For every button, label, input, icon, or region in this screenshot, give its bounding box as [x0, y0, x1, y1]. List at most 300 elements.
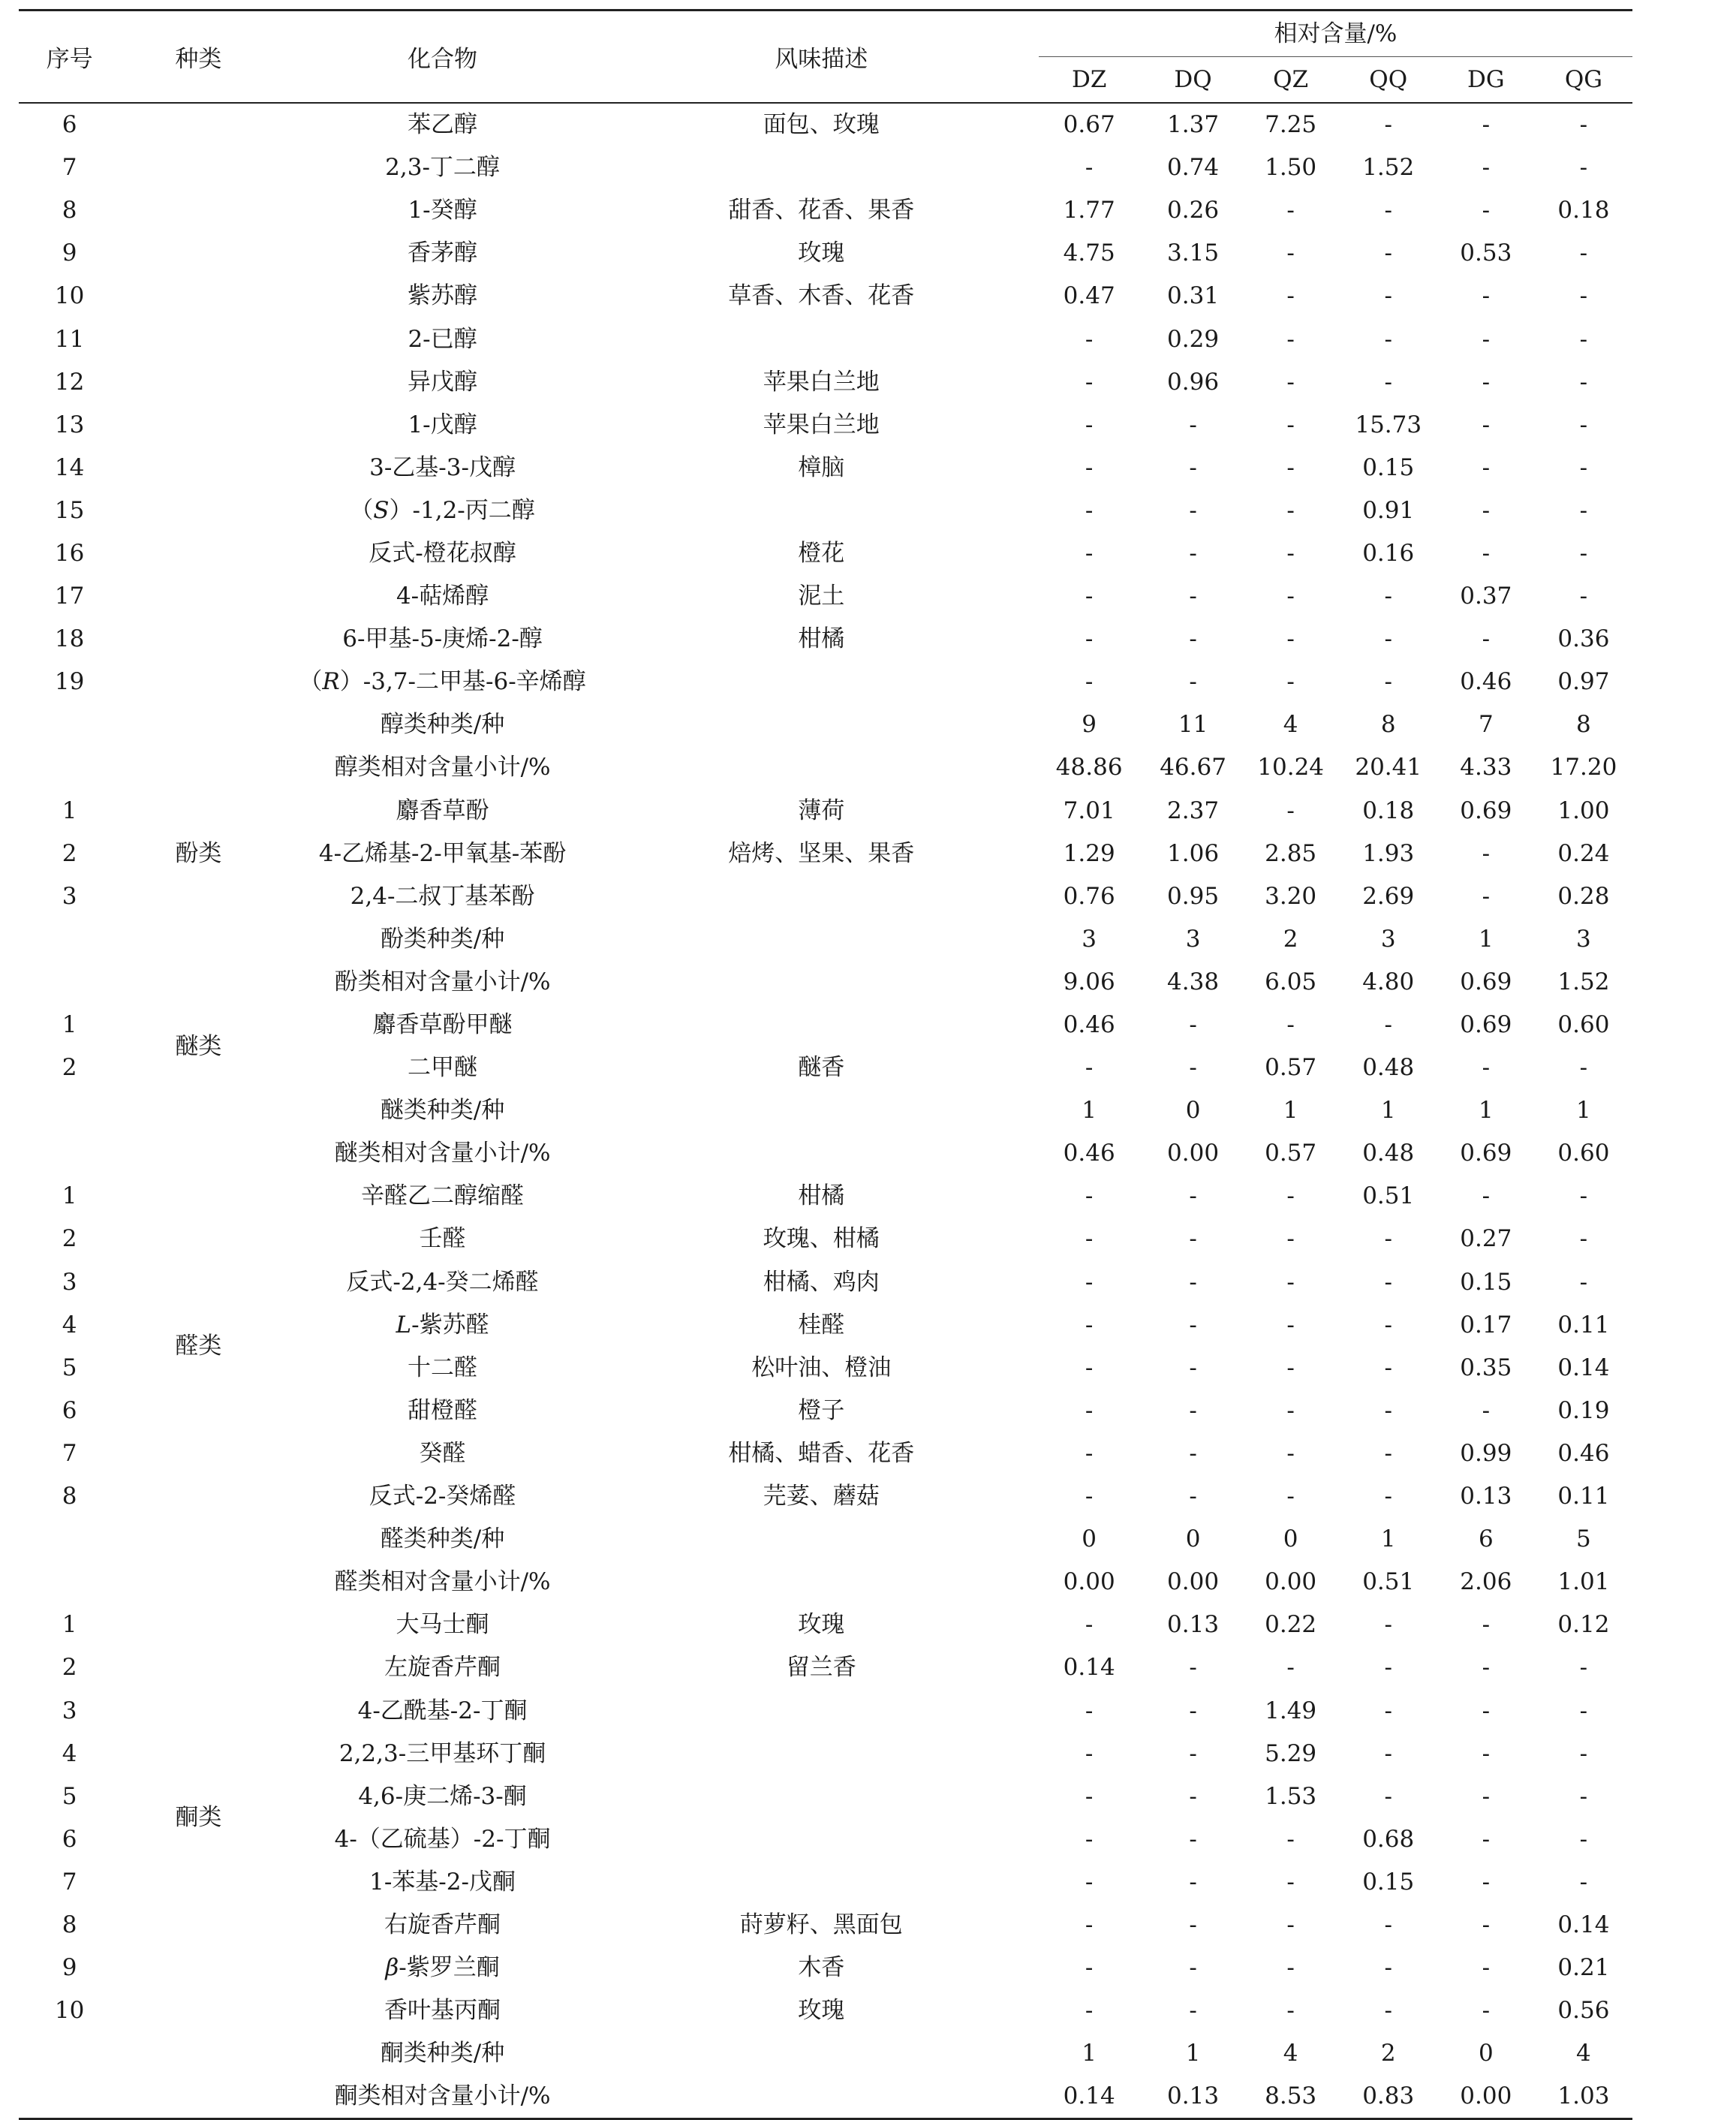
row-value-qz: 4 — [1283, 2040, 1298, 2067]
row-value-dz: 0.46 — [1063, 1011, 1115, 1039]
row-compound: 紫苏醇 — [408, 282, 478, 310]
row-value-dq: - — [1189, 668, 1197, 696]
row-value-dg: - — [1482, 411, 1491, 438]
row-value-qz: - — [1286, 1654, 1295, 1682]
row-value-qz: - — [1286, 668, 1295, 696]
header-sample-qz: QZ — [1242, 57, 1340, 103]
table-row — [19, 1175, 1632, 1218]
row-value-dz: - — [1085, 1997, 1094, 2025]
row-value-dq: - — [1189, 1782, 1197, 1810]
header-category: 种类 — [120, 11, 276, 104]
header-sample-qq: QQ — [1340, 57, 1437, 103]
row-value-dq: - — [1189, 496, 1197, 524]
row-value-dg: - — [1482, 1697, 1491, 1724]
row-compound: 酮类相对含量小计/% — [276, 2075, 608, 2119]
row-seq: 1 — [62, 1182, 77, 1210]
row-value-dz: - — [1085, 1311, 1094, 1339]
row-value-qg: - — [1579, 1654, 1588, 1682]
row-value-dg: - — [1482, 1182, 1491, 1210]
row-flavor — [609, 2032, 1034, 2075]
row-value-dg: - — [1482, 197, 1491, 224]
row-seq — [19, 2032, 120, 2075]
row-value-qz: - — [1286, 325, 1295, 353]
row-value-dg: - — [1482, 368, 1491, 396]
row-value-qg: 1.03 — [1535, 2075, 1632, 2119]
row-value-dq: - — [1189, 1954, 1197, 1982]
row-value-dz: - — [1085, 1782, 1094, 1810]
row-value-dq: 0.96 — [1167, 368, 1220, 396]
row-value-dq: 0.00 — [1167, 1140, 1220, 1167]
row-value-dg: 0.69 — [1460, 1011, 1512, 1039]
row-value-dq: 0.13 — [1167, 1611, 1220, 1639]
row-value-dg: - — [1482, 882, 1491, 910]
row-category-empty — [120, 1089, 276, 1132]
row-value-qg: 0.46 — [1557, 1439, 1610, 1467]
table-row — [19, 1604, 1632, 1646]
row-compound: 4-萜烯醇 — [396, 583, 489, 610]
row-value-dz: - — [1085, 1354, 1094, 1381]
row-value-qq: 15.73 — [1355, 411, 1422, 438]
row-seq: 7 — [62, 1868, 77, 1896]
row-flavor: 莳萝籽、黑面包 — [739, 1911, 903, 1938]
row-value-dg: 0.69 — [1460, 1140, 1512, 1167]
row-flavor — [609, 703, 1034, 746]
row-value-qg: 0.18 — [1557, 197, 1610, 224]
row-flavor: 柑橘、蜡香、花香 — [728, 1439, 915, 1467]
row-value-dq: - — [1189, 1739, 1197, 1767]
row-compound — [276, 1304, 608, 1347]
row-flavor — [609, 318, 1034, 360]
row-value-qq: - — [1384, 325, 1392, 353]
table-row — [19, 2075, 1632, 2119]
row-value-qz: 6.05 — [1265, 968, 1317, 995]
row-flavor: 芫荽、蘑菇 — [763, 1483, 880, 1510]
row-value-dz: 48.86 — [1055, 754, 1123, 781]
row-value-dq: - — [1189, 453, 1197, 481]
row-value-qz: 7.25 — [1265, 111, 1317, 139]
row-value-qg: 3 — [1576, 925, 1591, 953]
row-compound: 4,6-庚二烯-3-酮 — [358, 1782, 527, 1810]
row-value-dg: - — [1482, 325, 1491, 353]
row-compound: 2,2,3-三甲基环丁酮 — [338, 1739, 546, 1767]
row-value-dz: - — [1085, 1268, 1094, 1296]
row-value-dz: 0.76 — [1063, 882, 1115, 910]
row-value-dg: 4.33 — [1460, 754, 1512, 781]
row-value-dz: 0.46 — [1063, 1140, 1115, 1167]
row-value-dg: 1 — [1478, 1097, 1494, 1125]
row-value-qq: 0.51 — [1362, 1568, 1415, 1596]
row-value-dq: 0 — [1185, 1525, 1201, 1553]
row-value-qz: - — [1286, 1439, 1295, 1467]
row-value-qz: - — [1286, 197, 1295, 224]
row-flavor: 留兰香 — [786, 1654, 856, 1682]
row-seq: 5 — [62, 1782, 77, 1810]
row-seq — [19, 1132, 120, 1175]
row-value-dq: - — [1189, 1225, 1197, 1253]
row-flavor — [609, 146, 1034, 189]
row-flavor — [609, 746, 1034, 789]
row-value-qq: - — [1384, 368, 1392, 396]
row-compound: 二甲醚 — [408, 1054, 478, 1082]
row-value-dz: 9.06 — [1063, 968, 1115, 995]
row-compound — [276, 661, 608, 703]
row-value-dz: 1 — [1082, 1097, 1097, 1125]
row-value-qz: - — [1286, 496, 1295, 524]
row-value-dz: 1.29 — [1063, 839, 1115, 867]
row-category — [120, 103, 276, 790]
table-row — [19, 961, 1632, 1004]
row-value-qq: - — [1384, 668, 1392, 696]
row-value-dz: - — [1085, 496, 1094, 524]
row-compound: 醇类相对含量小计/% — [334, 754, 551, 781]
row-value-qz: - — [1286, 1954, 1295, 1982]
table-row — [19, 1132, 1632, 1175]
table-row — [19, 918, 1632, 961]
row-value-qq: 2 — [1380, 2040, 1396, 2067]
row-seq — [19, 746, 120, 789]
row-value-dg: - — [1482, 1911, 1491, 1938]
header-sample-dq: DQ — [1145, 57, 1242, 103]
row-value-dg: 0.17 — [1460, 1311, 1512, 1339]
row-value-dg: - — [1482, 1782, 1491, 1810]
row-value-dz: - — [1085, 1396, 1094, 1424]
row-compound: 醛类相对含量小计/% — [334, 1568, 551, 1596]
row-compound: 2-已醇 — [408, 325, 477, 353]
row-value-dz: 0.67 — [1063, 111, 1115, 139]
row-value-qq: - — [1384, 1311, 1392, 1339]
row-value-dz: - — [1085, 583, 1094, 610]
row-flavor — [609, 661, 1034, 703]
row-value-qz: 1.50 — [1265, 154, 1317, 182]
row-value-dq: - — [1189, 1396, 1197, 1424]
row-compound: 甜橙醛 — [408, 1396, 478, 1424]
row-value-dg: 0.13 — [1460, 1483, 1512, 1510]
row-value-dq: - — [1189, 1439, 1197, 1467]
row-flavor: 橙子 — [798, 1396, 845, 1424]
row-value-qg: 0.56 — [1557, 1997, 1610, 2025]
row-value-qz: 5.29 — [1265, 1739, 1317, 1767]
row-value-qq: 0.83 — [1340, 2075, 1437, 2119]
row-flavor — [609, 2075, 1034, 2119]
row-value-qz: 0.57 — [1265, 1054, 1317, 1082]
row-value-qq: 0.16 — [1362, 539, 1415, 567]
row-value-dg: - — [1482, 496, 1491, 524]
row-category-empty — [120, 1561, 276, 1604]
row-value-qz: - — [1286, 1354, 1295, 1381]
compound-prefix: （ — [350, 496, 374, 524]
row-flavor — [609, 1733, 1034, 1775]
row-value-dq: 3.15 — [1167, 239, 1220, 267]
row-value-dz: - — [1085, 1825, 1094, 1853]
row-flavor: 柑橘 — [798, 1182, 845, 1210]
row-value-qg: 0.24 — [1557, 839, 1610, 867]
row-value-dz: 0.14 — [1034, 2075, 1145, 2119]
row-value-qz: - — [1286, 1225, 1295, 1253]
row-category-empty — [120, 1518, 276, 1561]
row-value-qz: - — [1286, 453, 1295, 481]
row-flavor: 焙烤、坚果、果香 — [728, 839, 915, 867]
row-category: 醛类 — [175, 1333, 222, 1360]
row-category-empty — [120, 2032, 276, 2075]
row-value-qz: 4 — [1283, 711, 1298, 739]
row-seq: 18 — [54, 625, 85, 653]
row-value-dz: - — [1085, 1054, 1094, 1082]
row-seq: 6 — [62, 111, 77, 139]
compound-italic: R — [322, 668, 340, 696]
row-category-empty — [120, 2075, 276, 2119]
row-value-qq: 0.68 — [1362, 1825, 1415, 1853]
row-flavor: 草香、木香、花香 — [728, 282, 915, 310]
row-value-dz: - — [1085, 625, 1094, 653]
row-value-dz: - — [1085, 368, 1094, 396]
row-value-qq: 3 — [1380, 925, 1396, 953]
row-value-dg: 0.99 — [1460, 1439, 1512, 1467]
row-value-qg: - — [1579, 325, 1588, 353]
row-value-qg: 0.21 — [1557, 1954, 1610, 1982]
row-value-qz: 3.20 — [1265, 882, 1317, 910]
row-value-dq: - — [1189, 1054, 1197, 1082]
row-compound: 3-乙基-3-戊醇 — [369, 453, 516, 481]
row-value-qq: - — [1384, 1225, 1392, 1253]
row-value-qq: - — [1384, 1739, 1392, 1767]
row-compound: 2,3-丁二醇 — [385, 154, 500, 182]
row-value-qg: 0.28 — [1557, 882, 1610, 910]
row-value-dg: - — [1482, 453, 1491, 481]
row-value-dq: 0.74 — [1167, 154, 1220, 182]
row-value-qz: - — [1286, 1483, 1295, 1510]
row-value-qq: 0.48 — [1362, 1054, 1415, 1082]
compound-suffix: -紫苏醛 — [411, 1311, 489, 1339]
table-body — [19, 103, 1632, 2119]
row-seq: 7 — [62, 154, 77, 182]
row-seq: 10 — [54, 282, 85, 310]
row-flavor: 橙花 — [798, 539, 845, 567]
row-value-qz: - — [1286, 1268, 1295, 1296]
row-value-qg: - — [1579, 453, 1588, 481]
row-value-dg: 0 — [1478, 2040, 1494, 2067]
row-seq — [19, 703, 120, 746]
row-compound: 2,4-二叔丁基苯酚 — [350, 882, 535, 910]
row-seq: 2 — [62, 839, 77, 867]
row-value-qz: 8.53 — [1242, 2075, 1340, 2119]
row-seq: 1 — [62, 797, 77, 824]
row-value-dg: 0.00 — [1437, 2075, 1535, 2119]
row-value-qg: - — [1579, 1782, 1588, 1810]
row-seq: 15 — [54, 496, 85, 524]
row-seq — [19, 1089, 120, 1132]
row-value-qq: - — [1384, 1396, 1392, 1424]
row-value-dq: - — [1189, 1997, 1197, 2025]
row-flavor: 面包、玫瑰 — [763, 111, 880, 139]
row-flavor — [609, 875, 1034, 918]
row-value-qz: - — [1286, 1396, 1295, 1424]
table-row — [19, 1004, 1632, 1046]
row-value-qg: 0.12 — [1557, 1611, 1610, 1639]
row-flavor — [609, 1518, 1034, 1561]
row-value-qz: - — [1286, 797, 1295, 824]
row-seq — [19, 1561, 120, 1604]
header-flavor: 风味描述 — [609, 11, 1034, 104]
row-value-dq: 1.37 — [1167, 111, 1220, 139]
row-value-qq: 1 — [1380, 1097, 1396, 1125]
row-value-qq: - — [1384, 1911, 1392, 1938]
row-value-qg: 0.19 — [1557, 1396, 1610, 1424]
row-compound: 4-（乙硫基）-2-丁酮 — [334, 1825, 551, 1853]
row-value-qg: - — [1579, 154, 1588, 182]
row-value-qz: - — [1286, 1311, 1295, 1339]
row-flavor: 醚香 — [798, 1054, 845, 1082]
row-compound: 4-乙烯基-2-甲氧基-苯酚 — [318, 839, 567, 867]
row-seq: 5 — [62, 1354, 77, 1381]
row-compound: 1-癸醇 — [408, 197, 477, 224]
compound-italic: L — [396, 1311, 412, 1339]
row-value-dq: - — [1189, 539, 1197, 567]
row-value-dz: 3 — [1082, 925, 1097, 953]
row-value-dq: - — [1189, 1825, 1197, 1853]
row-flavor — [609, 1861, 1034, 1904]
row-flavor — [609, 918, 1034, 961]
row-value-qz: - — [1286, 1868, 1295, 1896]
row-value-qq: - — [1384, 583, 1392, 610]
row-value-qg: 0.36 — [1557, 625, 1610, 653]
row-value-dg: 7 — [1478, 711, 1494, 739]
row-value-qz: - — [1286, 368, 1295, 396]
row-value-dz: - — [1085, 154, 1094, 182]
row-value-dq: 0.13 — [1145, 2075, 1242, 2119]
row-compound: 醚类种类/种 — [380, 1097, 505, 1125]
row-value-dq: 0.26 — [1167, 197, 1220, 224]
row-value-qg: - — [1579, 239, 1588, 267]
table-row — [19, 1089, 1632, 1132]
row-flavor — [609, 961, 1034, 1004]
row-value-dg: - — [1482, 1654, 1491, 1682]
row-value-dq: 0.29 — [1167, 325, 1220, 353]
row-value-qg: - — [1579, 1868, 1588, 1896]
row-value-dz: - — [1085, 539, 1094, 567]
row-value-dz: - — [1085, 453, 1094, 481]
row-value-qq: - — [1384, 1782, 1392, 1810]
row-value-qq: 0.15 — [1362, 453, 1415, 481]
row-value-dg: 0.37 — [1460, 583, 1512, 610]
row-value-qq: 0.18 — [1362, 797, 1415, 824]
row-value-dg: 6 — [1478, 1525, 1494, 1553]
row-value-qq: - — [1384, 1954, 1392, 1982]
row-value-dg: 2.06 — [1460, 1568, 1512, 1596]
row-seq: 3 — [62, 882, 77, 910]
row-value-dz: 0.47 — [1063, 282, 1115, 310]
row-value-dz: - — [1085, 1911, 1094, 1938]
row-value-qq: - — [1384, 197, 1392, 224]
row-value-dg: 0.53 — [1460, 239, 1512, 267]
row-compound — [276, 1947, 608, 1989]
row-seq: 6 — [62, 1396, 77, 1424]
row-value-dz: 0.00 — [1063, 1568, 1115, 1596]
row-compound: 1-苯基-2-戊酮 — [369, 1868, 516, 1896]
row-value-dg: - — [1482, 154, 1491, 182]
row-value-dg: - — [1482, 1825, 1491, 1853]
row-flavor: 玫瑰、柑橘 — [763, 1225, 880, 1253]
compound-italic: β — [385, 1954, 399, 1982]
row-flavor: 玫瑰 — [798, 239, 845, 267]
row-value-qz: 0 — [1283, 1525, 1298, 1553]
row-category-empty — [120, 961, 276, 1004]
row-value-qq: - — [1384, 1011, 1392, 1039]
row-seq: 14 — [54, 453, 85, 481]
row-compound: 麝香草酚甲醚 — [372, 1011, 513, 1039]
row-value-qg: - — [1579, 1182, 1588, 1210]
row-compound: 十二醛 — [408, 1354, 478, 1381]
row-compound: 1-戊醇 — [408, 411, 477, 438]
row-value-dg: 0.27 — [1460, 1225, 1512, 1253]
row-value-dz: - — [1085, 1697, 1094, 1724]
row-value-dg: - — [1482, 839, 1491, 867]
row-value-qq: - — [1384, 1611, 1392, 1639]
row-category-empty — [120, 918, 276, 961]
row-value-dq: 3 — [1185, 925, 1201, 953]
row-value-qg: - — [1579, 368, 1588, 396]
row-compound: 醇类种类/种 — [380, 711, 505, 739]
row-flavor: 甜香、花香、果香 — [728, 197, 915, 224]
row-flavor: 柑橘 — [798, 625, 845, 653]
header-sample-dg: DG — [1437, 57, 1535, 103]
row-value-dg: 0.69 — [1460, 968, 1512, 995]
row-category: 酚类 — [175, 839, 222, 867]
row-value-qz: - — [1286, 583, 1295, 610]
row-value-qg: - — [1579, 539, 1588, 567]
row-flavor: 桂醛 — [798, 1311, 845, 1339]
row-value-qg: 0.60 — [1557, 1140, 1610, 1167]
row-value-dg: - — [1482, 539, 1491, 567]
row-value-dg: - — [1482, 1997, 1491, 2025]
row-value-qq: - — [1384, 1997, 1392, 2025]
row-value-dz: - — [1085, 668, 1094, 696]
row-value-qz: - — [1286, 411, 1295, 438]
row-value-dg: 0.46 — [1460, 668, 1512, 696]
row-value-dq: 1 — [1185, 2040, 1201, 2067]
row-value-dq: 0.31 — [1167, 282, 1220, 310]
row-value-qz: - — [1286, 1911, 1295, 1938]
row-value-dq: 2.37 — [1167, 797, 1220, 824]
row-value-qg: 0.11 — [1557, 1483, 1610, 1510]
row-value-dq: 1.06 — [1167, 839, 1220, 867]
row-compound: 6-甲基-5-庚烯-2-醇 — [342, 625, 543, 653]
row-flavor — [609, 1818, 1034, 1861]
row-value-qg: 4 — [1576, 2040, 1591, 2067]
row-value-dz: - — [1085, 325, 1094, 353]
row-seq: 16 — [54, 539, 85, 567]
row-compound: 左旋香芹酮 — [384, 1654, 501, 1682]
row-value-qq: 0.91 — [1362, 496, 1415, 524]
row-seq — [19, 2075, 120, 2119]
row-compound: 酚类相对含量小计/% — [334, 968, 551, 995]
row-seq: 9 — [62, 239, 77, 267]
row-seq — [19, 918, 120, 961]
row-value-qq: - — [1384, 625, 1392, 653]
row-seq: 6 — [62, 1825, 77, 1853]
row-value-dg: - — [1482, 1739, 1491, 1767]
compound-table — [19, 9, 1632, 2120]
row-seq: 3 — [62, 1697, 77, 1724]
row-value-qz: 1.49 — [1265, 1697, 1317, 1724]
row-compound: 麝香草酚 — [396, 797, 489, 824]
row-value-dq: - — [1189, 583, 1197, 610]
row-value-qg: 0.14 — [1557, 1911, 1610, 1938]
row-value-qz: - — [1286, 1825, 1295, 1853]
row-value-qq: 2.69 — [1362, 882, 1415, 910]
row-value-qq: 20.41 — [1355, 754, 1422, 781]
row-value-dq: - — [1189, 1011, 1197, 1039]
row-flavor — [609, 1132, 1034, 1175]
